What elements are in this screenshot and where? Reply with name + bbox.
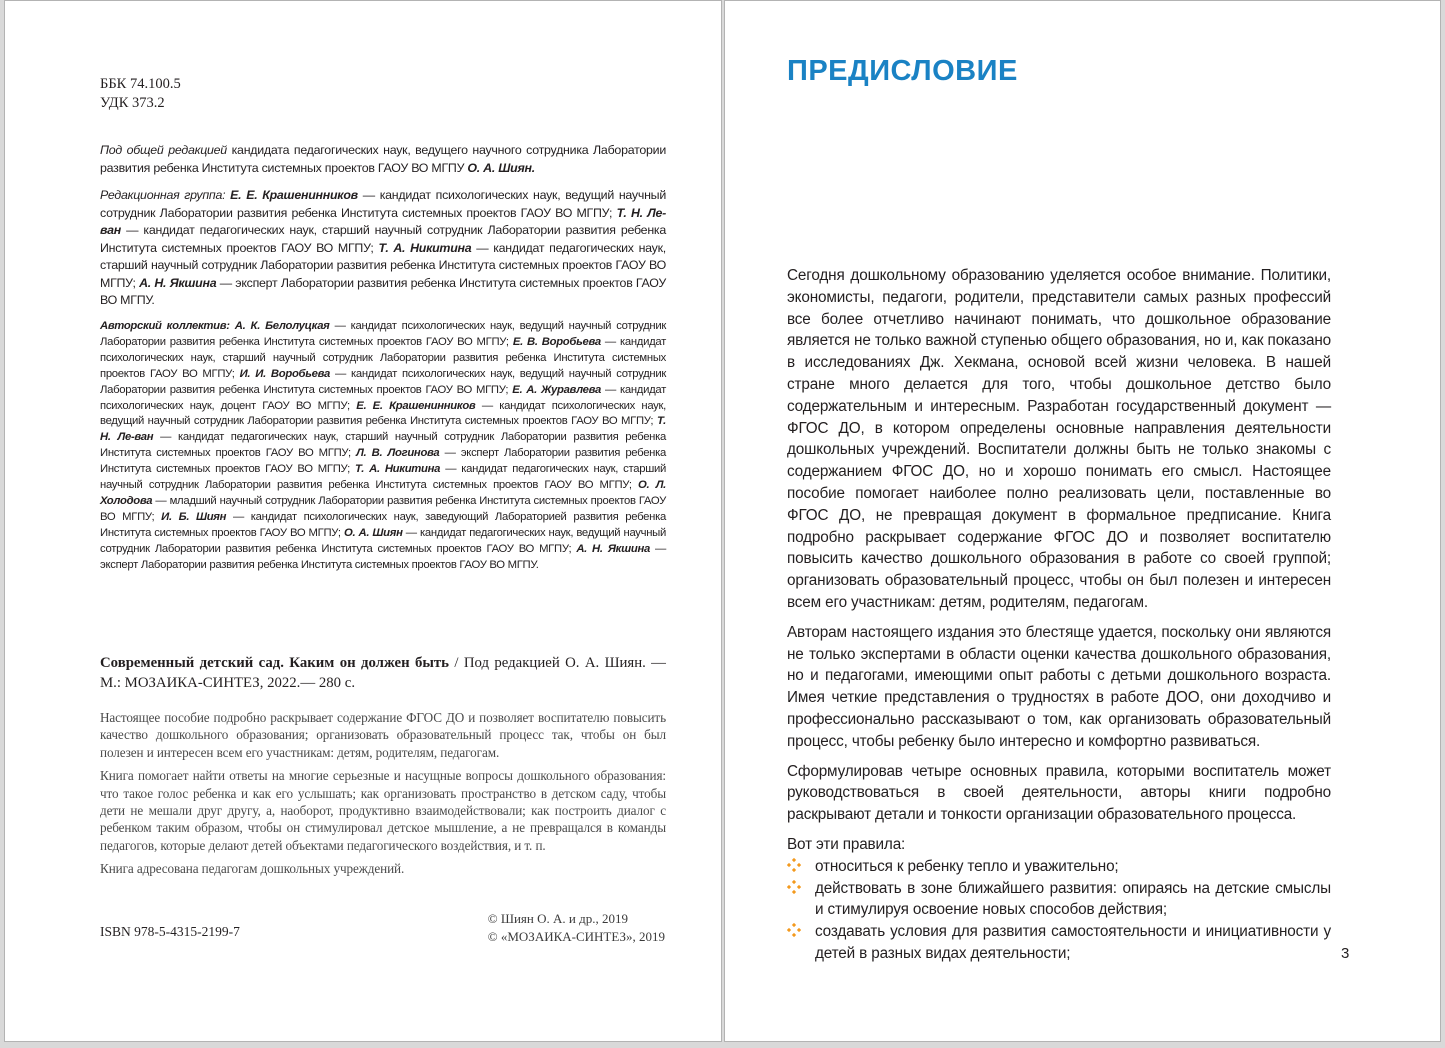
book-abstract — [100, 709, 666, 884]
editor-label: Под общей редакцией — [100, 143, 227, 157]
abstract-paragraph: Настоящее пособие подробно раскрывает содержание ФГОС ДО и позволяет воспитателю повысить качество дошкольного образования; организовать образовательный процесс так, чтобы он был полезен и интересен всем его участникам: детям, родителям, педагогам. — [100, 710, 666, 760]
author-text: — младший научный сотрудник Лаборатории развития ребенка Института системных проектов ГАОУ ВО МГПУ; — [100, 494, 666, 523]
group-member-name: Т. А. Никитина — [378, 240, 472, 255]
page-number: 3 — [1341, 945, 1350, 962]
copyright-line: © Шиян О. А. и др., 2019 — [487, 911, 628, 926]
author-name: О. Л. Холодова — [100, 479, 666, 507]
rules-intro: Вот эти правила: — [787, 835, 906, 853]
author-name: О. А. Шиян — [343, 526, 403, 539]
author-name: А. Н. Якшина — [576, 542, 650, 555]
group-member-text: — кандидат педагогических наук, старший научный сотрудник Лаборатории развития ребенка Института системных проектов ГАОУ ВО МГПУ; — [100, 240, 666, 290]
author-name: Т. Н. Ле-ван — [100, 415, 666, 444]
preface-paragraph: Сформулировав четыре основных правила, которыми воспитатель может руководствоваться в своей деятельности, авторы книги подробно раскрывают детали и тонкости организации образовательного процесса. — [787, 762, 1331, 824]
editorial-group — [100, 187, 666, 310]
orange-bullet-icon — [787, 923, 801, 937]
group-member-name: Т. Н. Ле-ван — [100, 205, 666, 237]
isbn: ISBN 978-5-4315-2199-7 — [100, 924, 240, 939]
abstract-paragraph: Книга помогает найти ответы на многие серьезные и насущные вопросы дошкольного образования: что такое голос ребенка и как его услышать; как организовать пространство в детском саду, чтобы дети не мешали друг другу, а, наоборот, продуктивно взаимодействовали; как построить диалог с ребенком таким образом, чтобы он стимулировал детское мышление, а не превращался в команды педагогов, которые делают детей объектами педагогического воздействия, и т. п. — [100, 768, 666, 853]
book-title: Современный детский сад. Каким он должен быть — [100, 655, 450, 671]
group-member-name: Е. Е. Крашенинников — [225, 188, 358, 202]
abstract-paragraph: Книга адресована педагогам дошкольных учреждений. — [100, 861, 405, 877]
group-member-name: А. Н. Якшина — [139, 275, 217, 290]
biblio-details: / Под редакцией О. А. Шиян. — М.: МОЗАИКА-СИНТЕЗ, 2022.— 280 с. — [100, 655, 666, 691]
author-name: Е. А. Журавлева — [512, 383, 601, 396]
orange-bullet-icon — [787, 880, 801, 894]
author-name: Л. В. Логинова — [356, 447, 440, 460]
author-text: — кандидат психологических наук, ведущий научный сотрудник Лаборатории развития ребенка Института системных проектов ГАОУ ВО МГПУ; — [100, 320, 666, 348]
authors-label: Авторский коллектив: — [100, 320, 230, 332]
author-name: И. Б. Шиян — [161, 510, 227, 523]
orange-bullet-icon — [787, 858, 801, 872]
preface-body — [787, 265, 1331, 965]
author-text: — кандидат психологических наук, доцент ГАОУ ВО МГПУ; — [100, 383, 666, 412]
group-member-text: — кандидат педагогических наук, старший научный сотрудник Лаборатории развития ребенка Института системных проектов ГАОУ ВО МГПУ; — [100, 223, 666, 255]
group-label: Редакционная группа: — [100, 188, 226, 202]
rule-text: создавать условия для развития самостоятельности и инициативности у детей в разных видах деятельности; — [815, 923, 1331, 962]
rule-text: действовать в зоне ближайшего развития: опираясь на детские смыслы и стимулируя освоение новых способов действия; — [815, 879, 1331, 919]
group-member-text: — эксперт Лаборатории развития ребенка Института системных проектов ГАОУ ВО МГПУ. — [100, 275, 666, 307]
preface-paragraph: Сегодня дошкольному образованию уделяется особое внимание. Политики, экономисты, педагоги, родители, представители самых разных профессий все более отчетливо начинают понимать, что дошкольное образование является не только важной ступенью общего образования, но и, как показано в исследованиях Дж. Хекмана, основой всей жизни человека. В нашей стране много делается для того, чтобы дошкольное детство было содержательным и интересным. Разработан государственный документ — ФГОС ДО, в котором определены основные направления деятельности дошкольных учреждений. Воспитатели должны быть не только знакомы с содержанием ФГОС ДО, но и хорошо понимать его смысл. Настоящее пособие помогает наиболее полно реализовать цели, поставленные во ФГОС ДО, не превращая документ в формальное предписание. Книга подробно раскрывает содержание ФГОС ДО и позволяет воспитателю повысить качество дошкольного образования в работе со своей группой; организовать образовательный процесс, чтобы он был полезен и интересен всем его участникам: детям, родителям, педагогам. — [787, 267, 1331, 611]
author-text: — эксперт Лаборатории развития ребенка Института системных проектов ГАОУ ВО МГПУ. — [100, 542, 666, 571]
preface-paragraph: Авторам настоящего издания это блестяще удается, поскольку они являются не только экспертами в области оценки качества дошкольного образования, но и педагогами, имеющими опыт работы с детьми дошкольного возраста. Имея четкие представления о трудностях в работе ДОО, они доходчиво и профессионально рассказывают о том, как организовать образовательный процесс, чтобы ребенку было интересно и комфортно развиваться. — [787, 623, 1331, 750]
editor-name: О. А. Шиян. — [467, 160, 535, 175]
copyright-line: © «МОЗАИКА-СИНТЕЗ», 2019 — [487, 929, 665, 944]
editor-credit — [100, 142, 666, 177]
group-member-text: — кандидат психологических наук, ведущий научный сотрудник Лаборатории развития ребенка Института системных проектов ГАОУ ВО МГПУ; — [100, 188, 666, 220]
page-title: ПРЕДИСЛОВИЕ — [787, 55, 1018, 87]
author-text: — кандидат педагогических наук, старший научный сотрудник Лаборатории развития ребенка Института системных проектов ГАОУ ВО МГПУ; — [100, 463, 666, 492]
author-text: — кандидат педагогических наук, ведущий научный сотрудник Лаборатории развития ребенка Института системных проектов ГАОУ ВО МГПУ; — [100, 526, 667, 555]
editor-text: кандидата педагогических наук, ведущего научного сотрудника Лаборатории развития ребенка Института системных проектов ГАОУ ВО МГПУ — [100, 143, 666, 175]
left-page — [4, 0, 722, 1042]
copyright-block — [488, 910, 665, 946]
author-name: Е. Е. Крашенинников — [356, 399, 476, 412]
author-text: — кандидат психологических наук, ведущий научный сотрудник Лаборатории развития ребенка Института системных проектов ГАОУ ВО МГПУ; — [100, 367, 667, 396]
rule-item — [787, 856, 1331, 878]
author-text: — кандидат педагогических наук, старший научный сотрудник Лаборатории развития ребенка Института системных проектов ГАОУ ВО МГПУ; — [100, 431, 666, 460]
author-name: И. И. Воробьева — [239, 367, 330, 380]
author-name: А. К. Белолуцкая — [229, 320, 330, 332]
author-name: Е. В. Воробьева — [512, 335, 601, 348]
rule-item — [787, 878, 1331, 922]
author-text: — кандидат психологических наук, ведущий научный сотрудник Лаборатории развития ребенка Института системных проектов ГАОУ ВО МГПУ; — [100, 399, 667, 428]
rule-item — [787, 921, 1331, 965]
bbk-code: ББК 74.100.5 — [100, 76, 181, 92]
classification-codes — [100, 75, 181, 113]
bibliographic-record — [100, 653, 666, 693]
udk-code: УДК 373.2 — [100, 95, 165, 111]
author-text: — кандидат психологических наук, старший научный сотрудник Лаборатории развития ребенка Института системных проектов ГАОУ ВО МГПУ; — [100, 335, 666, 380]
author-text: — кандидат психологических наук, заведующий Лабораторией развития ребенка Института системных проектов ГАОУ ВО МГПУ; — [100, 510, 666, 539]
author-collective — [100, 319, 666, 574]
right-page — [724, 0, 1441, 1042]
rule-text: относиться к ребенку тепло и уважительно; — [815, 857, 1119, 875]
author-name: Т. А. Никитина — [355, 463, 441, 476]
author-text: — эксперт Лаборатории развития ребенка Института системных проектов ГАОУ ВО МГПУ; — [100, 447, 666, 476]
